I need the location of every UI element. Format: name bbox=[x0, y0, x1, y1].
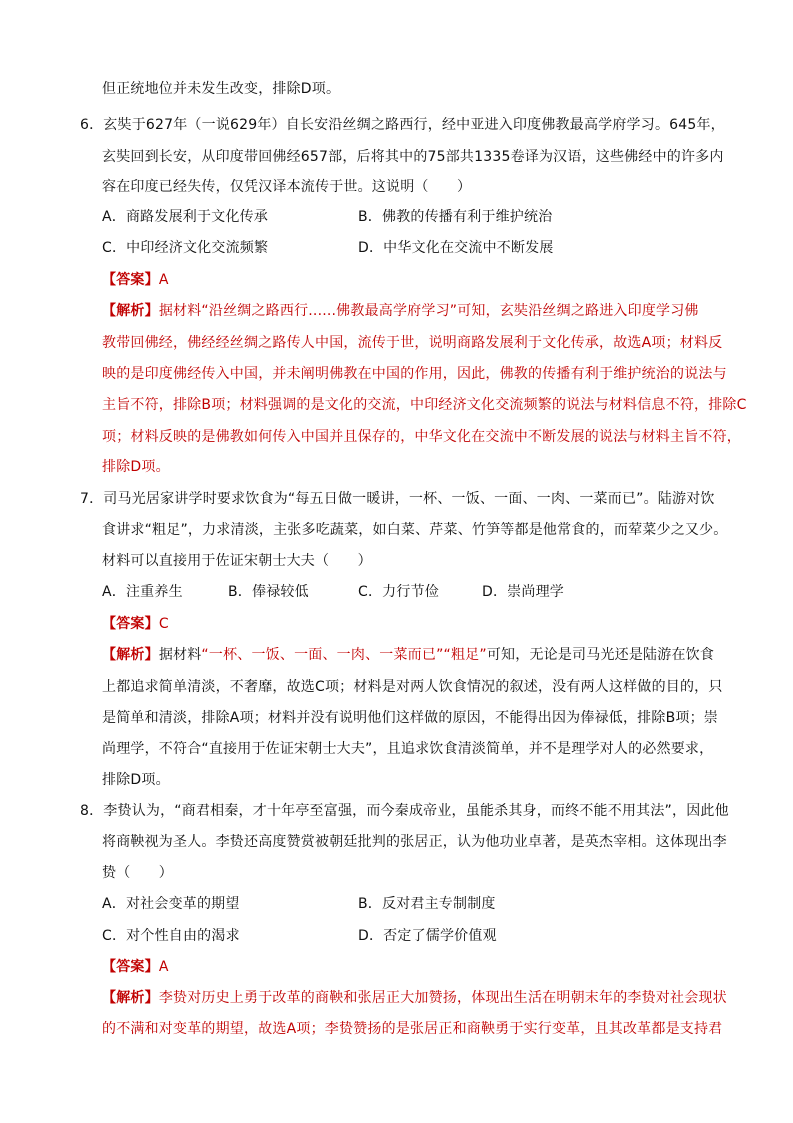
q7-option-c: C．力行节俭 bbox=[358, 584, 439, 600]
q7-stem-line-3: 材料可以直接用于佐证宋朝士大夫（ ） bbox=[102, 553, 372, 569]
q7-analysis-line-1 bbox=[102, 645, 714, 665]
q8-analysis-line-2: 的不满和对变革的期望，故选A项；李贽赞扬的是张居正和商鞅勇于实行变革，且其改革都是支持君 bbox=[102, 1021, 723, 1037]
q6-stem-line-2: 玄奘回到长安，从印度带回佛经657部，后将其中的75部共1335卷译为汉语，这些佛经中的许多内 bbox=[102, 149, 724, 165]
q8-stem-line-3: 贽（ ） bbox=[102, 865, 173, 881]
q8-answer bbox=[102, 957, 169, 977]
answer-tag: 【答案】 bbox=[102, 616, 159, 632]
analysis-text: 据材料 bbox=[158, 647, 202, 663]
analysis-text: 李贽对历史上勇于改革的商鞅和张居正大加赞扬，体现出生活在明朝末年的李贽对社会现状 bbox=[158, 990, 727, 1006]
q7-option-a: A．注重养生 bbox=[102, 584, 183, 600]
q7-option-b: B．俸禄较低 bbox=[228, 584, 309, 600]
q8-option-d: D．否定了儒学价值观 bbox=[358, 928, 497, 944]
answer-tag: 【答案】 bbox=[102, 272, 159, 288]
analysis-text: 据材料“沿丝绸之路西行......佛教最高学府学习”可知，玄奘沿丝绸之路进入印度学习佛 bbox=[158, 303, 699, 319]
q7-stem-line-1: 7．司马光居家讲学时要求饮食为“每五日做一暖讲，一杯、一饭、一面、一肉、一菜而已”。陆游对饮 bbox=[80, 491, 715, 507]
q7-answer bbox=[102, 614, 169, 634]
q7-option-d: D．崇尚理学 bbox=[482, 584, 564, 600]
q6-analysis-line-1 bbox=[102, 301, 699, 321]
q7-analysis-line-2: 上都追求简单清淡，不奢靡，故选C项；材料是对两人饮食情况的叙述，没有两人这样做的目的，只 bbox=[102, 679, 723, 695]
q8-stem-line-1: 8．李贽认为，“商君相秦，才十年亭至富强，而今秦成帝业，虽能杀其身，而终不能不用其法”，因此他 bbox=[80, 803, 729, 819]
q7-analysis-line-5: 排除D项。 bbox=[102, 772, 170, 788]
analysis-text: 可知，无论是司马光还是陆游在饮食 bbox=[486, 647, 715, 663]
analysis-quote: “一杯、一饭、一面、一肉、一菜而已”“粗足” bbox=[201, 647, 487, 663]
q8-analysis-line-1 bbox=[102, 988, 727, 1008]
q8-option-a: A．对社会变革的期望 bbox=[102, 896, 240, 912]
q6-option-a: A．商路发展利于文化传承 bbox=[102, 209, 268, 225]
q6-stem-line-1: 6．玄奘于627年（一说629年）自长安沿丝绸之路西行，经中亚进入印度佛教最高学府学习。645年， bbox=[80, 117, 725, 133]
q6-analysis-line-6: 排除D项。 bbox=[102, 459, 170, 475]
q8-option-b: B．反对君主专制制度 bbox=[358, 896, 496, 912]
analysis-tag: 【解析】 bbox=[102, 303, 159, 319]
q6-analysis-line-5: 项；材料反映的是佛教如何传入中国并且保存的，中华文化在交流中不断发展的说法与材料主旨不符， bbox=[102, 429, 741, 445]
q6-option-b: B．佛教的传播有利于维护统治 bbox=[358, 209, 553, 225]
answer-value: A bbox=[158, 272, 169, 288]
answer-value: A bbox=[158, 959, 169, 975]
q6-option-c: C．中印经济文化交流频繁 bbox=[102, 240, 269, 256]
q6-analysis-line-3: 映的是印度佛经传入中国，并未阐明佛教在中国的作用，因此，佛教的传播有利于维护统治的说法与 bbox=[102, 366, 727, 382]
answer-value: C bbox=[158, 616, 169, 632]
q7-analysis-line-4: 尚理学，不符合“直接用于佐证宋朝士大夫”，且追求饮食清淡简单，并不是理学对人的必然要求， bbox=[102, 741, 714, 757]
q6-analysis-line-4: 主旨不符，排除B项；材料强调的是文化的交流，中印经济文化交流频繁的说法与材料信息不符，排除C bbox=[102, 397, 747, 413]
q7-analysis-line-3: 是简单和清淡，排除A项；材料并没有说明他们这样做的原因，不能得出因为俸禄低，排除B项；崇 bbox=[102, 710, 718, 726]
q7-stem-line-2: 食讲求“粗足”，力求清淡，主张多吃蔬菜，如白菜、芹菜、竹笋等都是他常食的，而荤菜少之又少。 bbox=[102, 522, 728, 538]
q8-stem-line-2: 将商鞅视为圣人。李贽还高度赞赏被朝廷批判的张居正，认为他功业卓著，是英杰宰相。这体现出李 bbox=[102, 834, 727, 850]
q6-stem-line-3: 容在印度已经失传，仅凭汉译本流传于世。这说明（ ） bbox=[102, 179, 472, 195]
intro-line: 但正统地位并未发生改变，排除D项。 bbox=[102, 81, 341, 97]
q6-answer bbox=[102, 270, 169, 290]
q8-option-c: C．对个性自由的渴求 bbox=[102, 928, 240, 944]
analysis-tag: 【解析】 bbox=[102, 647, 159, 663]
q6-analysis-line-2: 教带回佛经，佛经经丝绸之路传人中国，流传于世，说明商路发展利于文化传承，故选A项；材料反 bbox=[102, 335, 723, 351]
analysis-tag: 【解析】 bbox=[102, 990, 159, 1006]
q6-option-d: D．中华文化在交流中不断发展 bbox=[358, 240, 554, 256]
answer-tag: 【答案】 bbox=[102, 959, 159, 975]
